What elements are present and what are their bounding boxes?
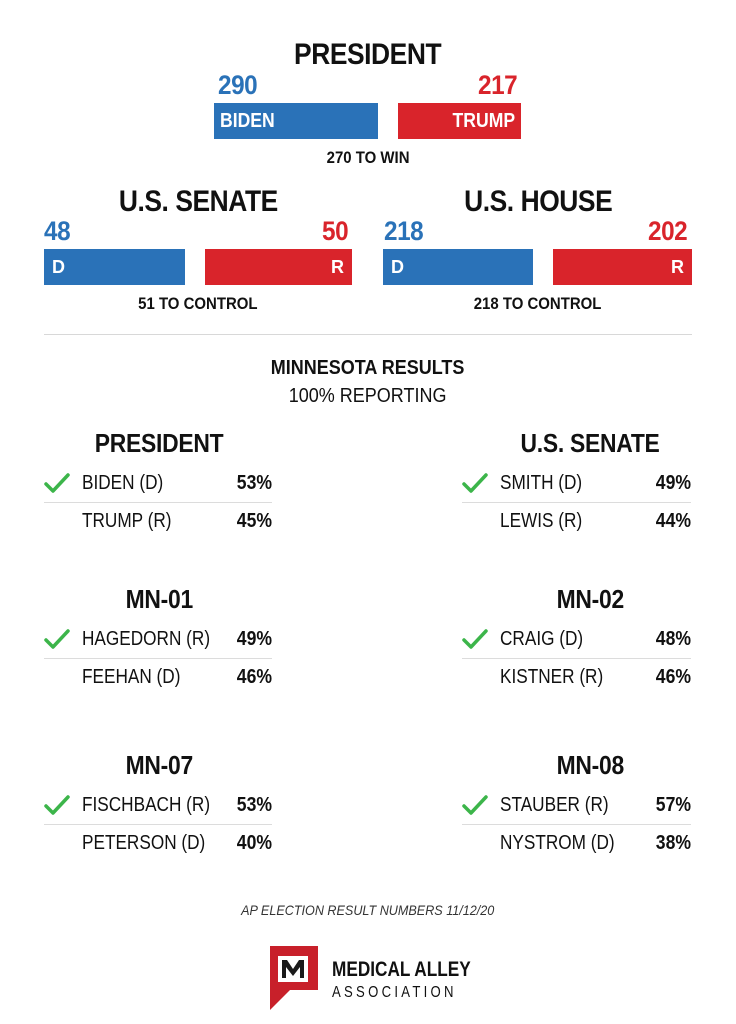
checkmark-icon: [462, 794, 488, 816]
candidate-name: BIDEN (D): [82, 472, 164, 494]
biden-electoral-votes: 290: [218, 70, 258, 100]
candidate-name: PETERSON (D): [82, 832, 206, 854]
race-title-mn-01: MN-01: [125, 584, 193, 614]
senate-dem-bar: [44, 249, 185, 285]
trump-electoral-votes: 217: [478, 70, 518, 100]
source-footnote: AP ELECTION RESULT NUMBERS 11/12/20: [241, 902, 495, 918]
race-title-u-s-senate: U.S. SENATE: [520, 428, 660, 458]
house-dem-seats: 218: [384, 216, 424, 246]
candidate-percent: 44%: [655, 510, 691, 532]
candidate-name: TRUMP (R): [82, 510, 172, 532]
race-title-mn-08: MN-08: [556, 750, 624, 780]
race-title-mn-02: MN-02: [556, 584, 624, 614]
candidate-percent: 53%: [236, 794, 272, 816]
candidate-percent: 48%: [655, 628, 691, 650]
house-dem-bar: [383, 249, 533, 285]
candidate-row: [0, 786, 736, 824]
president-note: 270 TO WIN: [326, 148, 410, 167]
house-bar: [383, 249, 692, 285]
candidate-percent: 49%: [236, 628, 272, 650]
senate-dem-label: D: [52, 257, 65, 277]
senate-note: 51 TO CONTROL: [138, 294, 258, 313]
candidate-percent: 53%: [236, 472, 272, 494]
house-title: U.S. HOUSE: [463, 185, 613, 218]
senate-rep-bar: [205, 249, 352, 285]
candidate-name: SMITH (D): [500, 472, 583, 494]
candidate-name: FEEHAN (D): [82, 666, 181, 688]
logo-line2: ASSOCIATION: [332, 984, 457, 1001]
president-bar: [214, 103, 521, 139]
section-divider: [44, 334, 692, 335]
senate-rep-seats: 50: [322, 216, 349, 246]
candidate-percent: 40%: [236, 832, 272, 854]
candidate-percent: 38%: [655, 832, 691, 854]
candidate-name: FISCHBACH (R): [82, 794, 211, 816]
checkmark-icon: [462, 628, 488, 650]
senate-rep-label: R: [331, 257, 344, 277]
house-dem-label: D: [391, 257, 404, 277]
candidate-percent: 46%: [655, 666, 691, 688]
candidate-name: NYSTROM (D): [500, 832, 615, 854]
candidate-name: LEWIS (R): [500, 510, 583, 532]
president-title: PRESIDENT: [294, 38, 442, 71]
senate-bar: [44, 249, 352, 285]
checkmark-icon: [462, 472, 488, 494]
medical-alley-logo-icon: [266, 944, 322, 1014]
candidate-row: [0, 620, 736, 658]
candidate-percent: 46%: [236, 666, 272, 688]
candidate-row: [0, 824, 736, 862]
candidate-row: [0, 502, 736, 540]
candidate-percent: 57%: [655, 794, 691, 816]
candidate-percent: 49%: [655, 472, 691, 494]
candidate-name: HAGEDORN (R): [82, 628, 211, 650]
senate-dem-seats: 48: [44, 216, 71, 246]
house-note: 218 TO CONTROL: [474, 294, 602, 313]
candidate-row: [0, 658, 736, 696]
logo-line1: MEDICAL ALLEY: [332, 958, 471, 981]
minnesota-reporting: 100% REPORTING: [289, 385, 447, 407]
candidate-percent: 45%: [236, 510, 272, 532]
candidate-name: STAUBER (R): [500, 794, 609, 816]
candidate-row: [0, 464, 736, 502]
race-title-mn-07: MN-07: [125, 750, 193, 780]
biden-bar-label: BIDEN: [220, 110, 275, 132]
minnesota-title: MINNESOTA RESULTS: [271, 357, 465, 379]
medical-alley-logo: [266, 944, 476, 1014]
senate-title: U.S. SENATE: [118, 185, 278, 218]
house-rep-seats: 202: [648, 216, 688, 246]
trump-bar-label: TRUMP: [452, 110, 515, 132]
candidate-name: CRAIG (D): [500, 628, 584, 650]
candidate-name: KISTNER (R): [500, 666, 604, 688]
race-title-president: PRESIDENT: [94, 428, 224, 458]
house-rep-label: R: [671, 257, 684, 277]
